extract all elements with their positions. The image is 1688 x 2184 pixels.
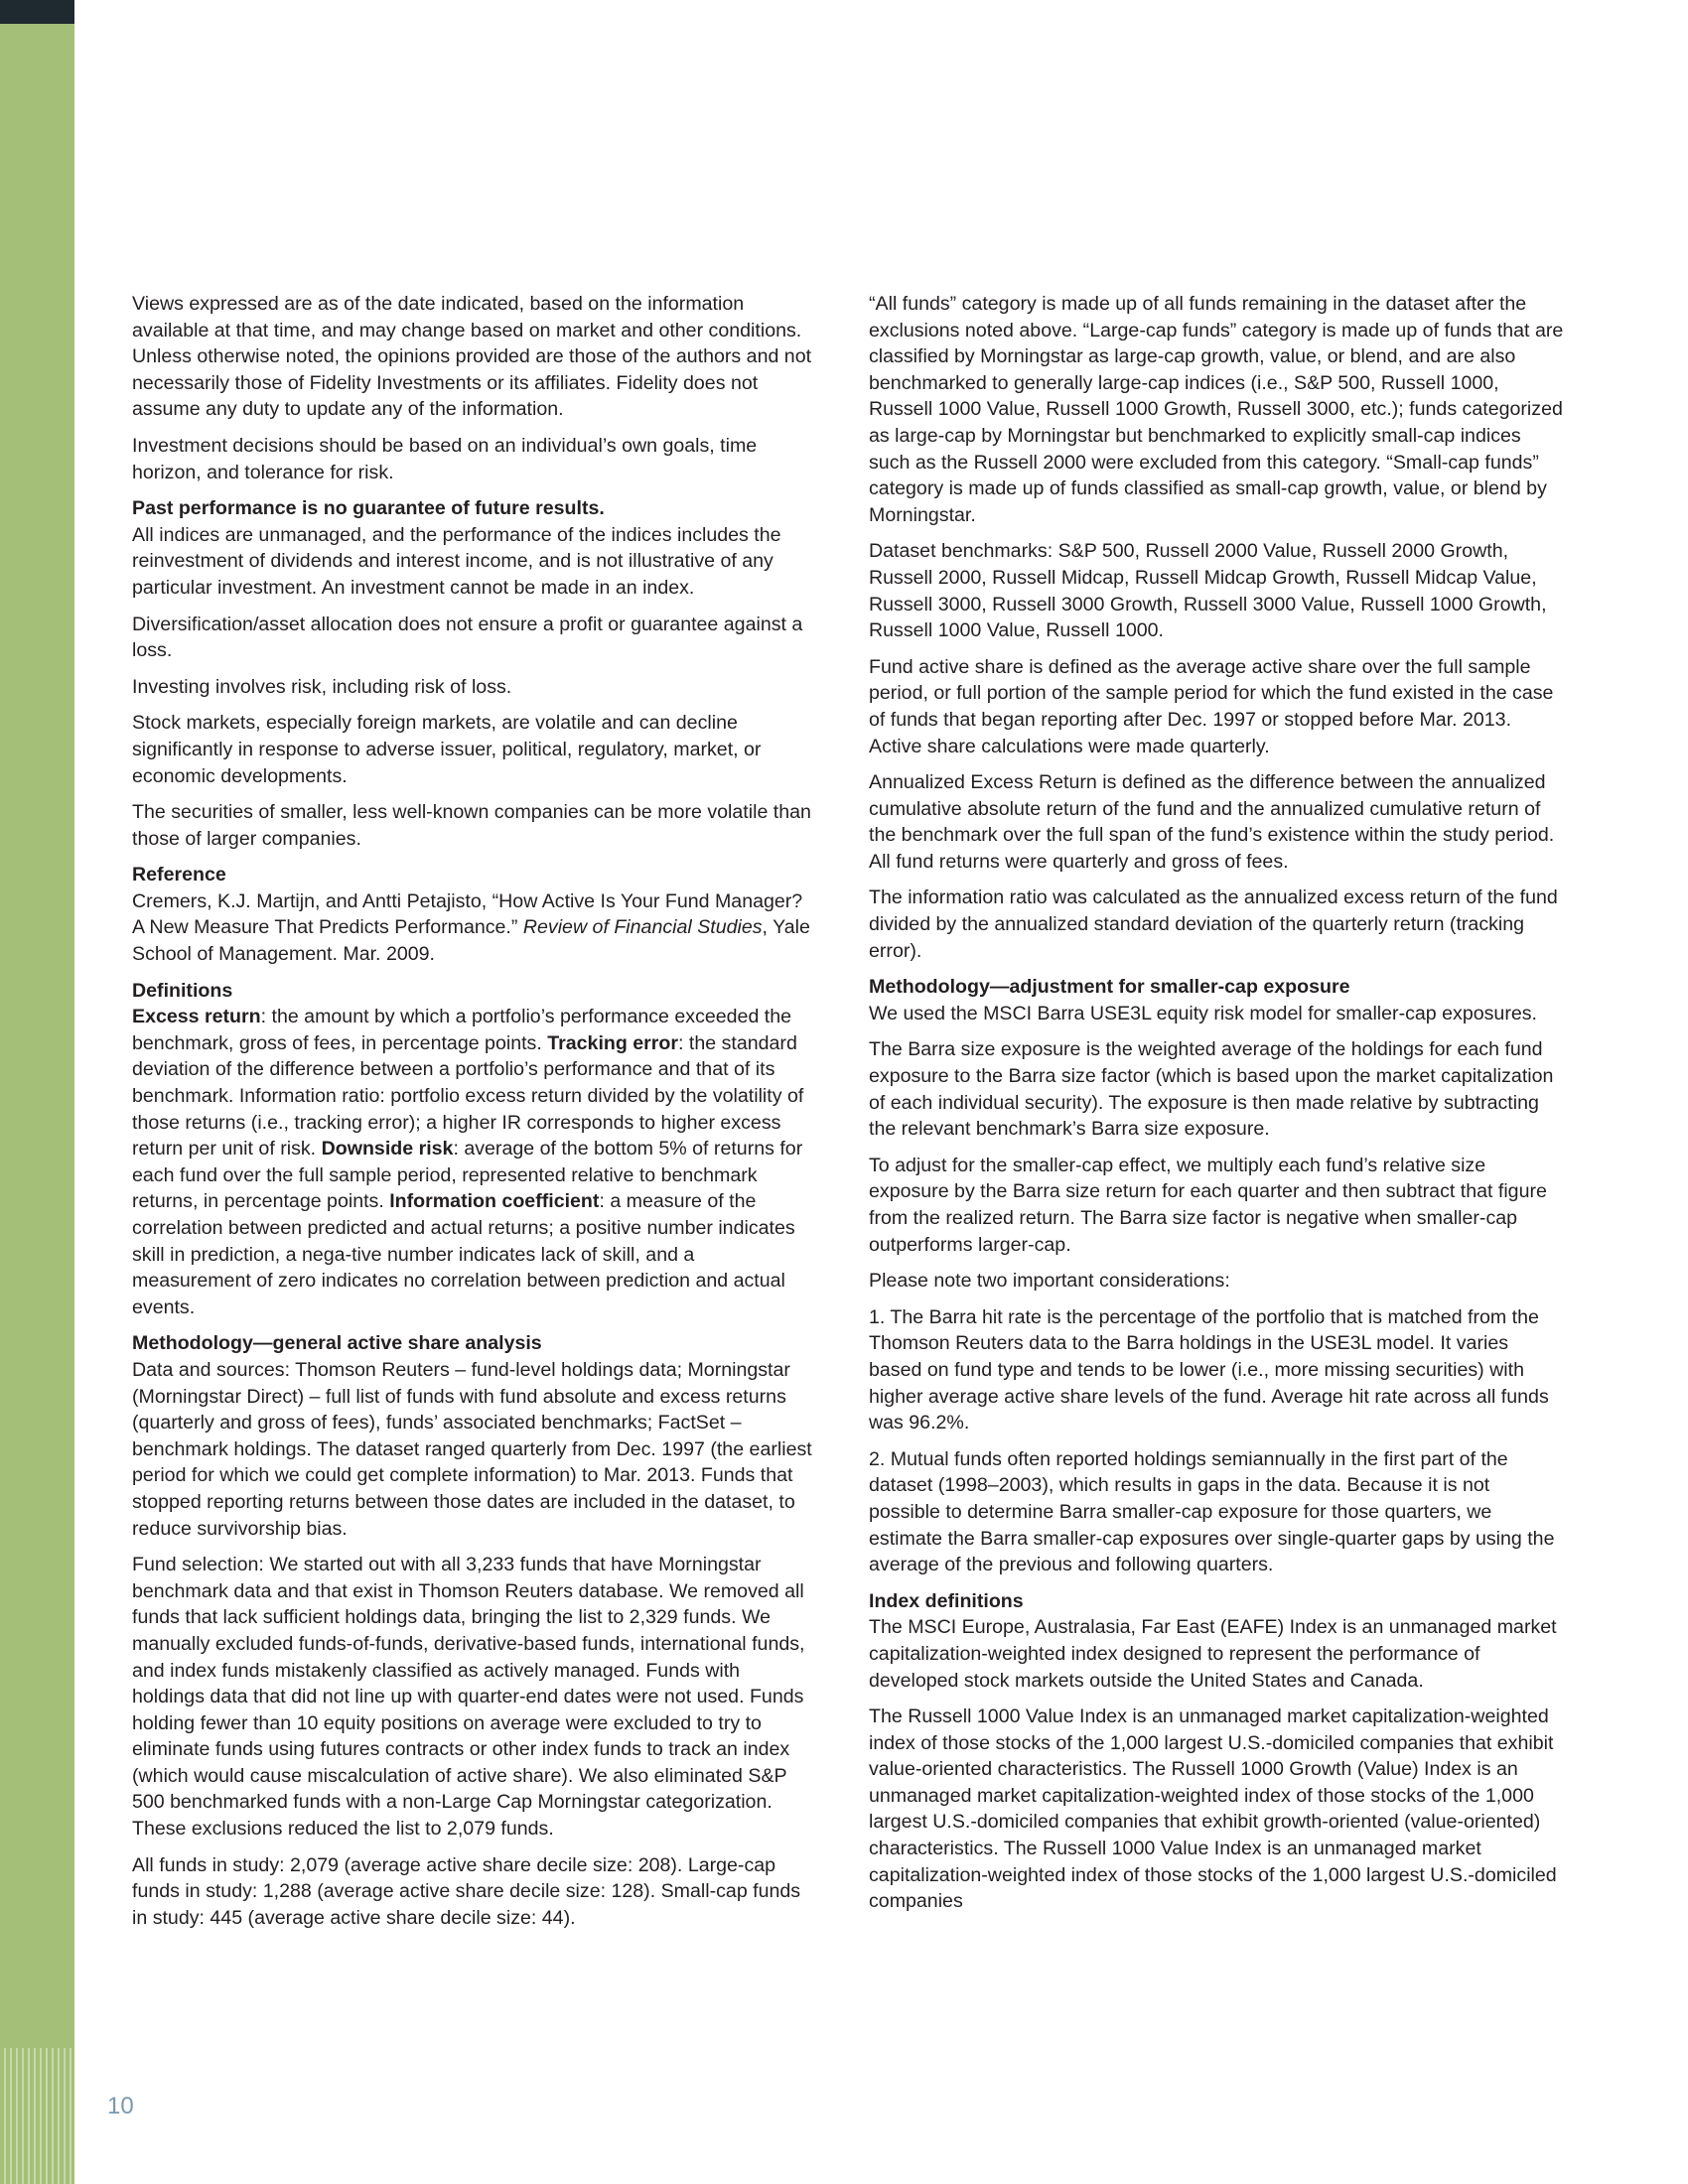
side-bar-stripes [0, 2048, 74, 2184]
def-downside-term: Downside risk [321, 1138, 454, 1160]
def-excess-text: : the amount by which a portfolio’s performance exceeded the benchmark, gross of fees, in percentage points. [132, 1006, 792, 1054]
def-ic-term: Information coefficient [389, 1190, 600, 1213]
definitions-text [132, 1004, 817, 1320]
side-bar [0, 0, 74, 2184]
left-column [132, 291, 817, 1941]
disclaimer-indices: All indices are unmanaged, and the performance of the indices includes the reinvestment of dividends and interest income, and is not illustrative of any particular investment. An investment cannot be made in an index. [132, 523, 781, 599]
smaller-cap-adjustment: To adjust for the smaller-cap effect, we multiply each fund’s relative size exposure by the Barra size return for each quarter and then subtract that figure from the realized return. The Barra size factor is negative when smaller-cap outperforms larger-cap. [869, 1154, 1547, 1256]
side-bar-top-block [0, 0, 74, 24]
disclaimer-diversification: Diversification/asset allocation does not ensure a profit or guarantee against a loss. [132, 613, 803, 662]
methodology-data-sources: Data and sources: Thomson Reuters – fund-level holdings data; Morningstar (Morningstar Direct) – full list of funds with fund absolute and excess returns (quarterly and gross of fees), funds’ associated benchmarks; FactSet – benchmark holdings. The dataset ranged quarterly from Dec. 1997 (the earliest period for which we could get complete information) to Mar. 2013. Funds that stopped reporting returns between those dates are included in the dataset, to reduce survivorship bias. [132, 1358, 812, 1540]
def-ic-text: : a measure of the correlation between predicted and actual returns; a positive number indicates skill in prediction, a nega-tive number indicates lack of skill, and a measurement of zero indicates no correlation between prediction and actual events. [132, 1190, 795, 1318]
reference-citation [132, 888, 817, 968]
right-column [869, 291, 1564, 1925]
adjustment-heading: Methodology—adjustment for smaller-cap exposure [869, 976, 1350, 999]
considerations-intro: Please note two important considerations: [869, 1270, 1230, 1293]
index-eafe: The MSCI Europe, Australasia, Far East (EAFE) Index is an unmanaged market capitalization-weighted index designed to represent the performance of developed stock markets outside the United States and Canada. [869, 1616, 1557, 1692]
annualized-excess-return-definition: Annualized Excess Return is defined as the difference between the annualized cumulative absolute return of the fund and the annualized cumulative return of the benchmark over the full span of the fund’s existence within the study period. All fund returns were quarterly and gross of fees. [869, 771, 1555, 873]
consideration-semiannual: 2. Mutual funds often reported holdings semiannually in the first part of the dataset (1998–2003), which results in gaps in the data. Because it is not possible to determine Barra smaller-cap exposure for those quarters, we estimate the Barra smaller-cap exposures over single-quarter gaps by using the average of the previous and following quarters. [869, 1447, 1555, 1576]
reference-text-a: Cremers, K.J. Martijn, and Antti Petajisto, “How Active Is Your Fund Manager? A New Measure That Predicts Performance.” [132, 889, 803, 939]
disclaimer-smaller-companies: The securities of smaller, less well-known companies can be more volatile than those of larger companies. [132, 801, 811, 850]
def-tracking-term: Tracking error [547, 1031, 679, 1054]
fund-categories: “All funds” category is made up of all funds remaining in the dataset after the exclusions noted above. “Large-cap funds” category is made up of funds that are classified by Morningstar as large-cap growth, value, or blend, and are also benchmarked to generally large-cap indices (i.e., S&P 500, Russell 1000, Russell 1000 Value, Russell 1000 Growth, Russell 3000, etc.); funds categorized as large-cap by Morningstar but benchmarked to explicitly small-cap indices such as the Russell 2000 were excluded from this category. “Small-cap funds” category is made up of funds classified as small-cap growth, value, or blend by Morningstar. [869, 293, 1564, 526]
dataset-benchmarks: Dataset benchmarks: S&P 500, Russell 2000 Value, Russell 2000 Growth, Russell 2000, Russell Midcap, Russell Midcap Growth, Russell Midcap Value, Russell 3000, Russell 3000 Growth, Russell 3000 Value, Russell 1000 Growth, Russell 1000 Value, Russell 1000. [869, 540, 1547, 642]
reference-text-b: , Yale School of Management. Mar. 2009. [132, 916, 810, 966]
methodology-heading: Methodology—general active share analysis [132, 1332, 542, 1355]
def-excess-term: Excess return [132, 1006, 261, 1028]
fund-active-share-definition: Fund active share is defined as the average active share over the full sample period, or full portion of the sample period for which the fund existed in the case of funds that began reporting after Dec. 1997 or stopped before Mar. 2013. Active share calculations were made quarterly. [869, 655, 1554, 757]
information-ratio-definition: The information ratio was calculated as the annualized excess return of the fund divided by the annualized standard deviation of the quarterly return (tracking error). [869, 887, 1558, 962]
page-number: 10 [107, 2093, 134, 2119]
reference-journal: Review of Financial Studies [522, 916, 763, 939]
consideration-hit-rate: 1. The Barra hit rate is the percentage of the portfolio that is matched from the Thomson Reuters data to the Barra holdings in the USE3L model. It varies based on fund type and tends to be lower (i.e., more missing securities) with higher average active share levels of the fund. Average hit rate across all funds was 96.2%. [869, 1305, 1549, 1434]
past-performance-heading: Past performance is no guarantee of future results. [132, 497, 605, 520]
barra-size-exposure: The Barra size exposure is the weighted average of the holdings for each fund exposure to the Barra size factor (which is based upon the market capitalization of each individual security). The exposure is then made relative by subtracting the relevant benchmark’s Barra size exposure. [869, 1038, 1554, 1141]
barra-model: We used the MSCI Barra USE3L equity risk model for smaller-cap exposures. [869, 1002, 1537, 1024]
methodology-fund-selection: Fund selection: We started out with all 3,233 funds that have Morningstar benchmark data and that exist in Thomson Reuters database. We removed all funds that lack sufficient holdings data, bringing the list to 2,329 funds. We manually excluded funds-of-funds, derivative-based funds, international funds, and index funds mistakenly classified as actively managed. Funds with holdings data that did not line up with quarter-end dates were not used. Funds holding fewer than 10 equity positions on average were excluded to try to eliminate funds using futures contracts or other index funds to track an index (which would cause miscalculation of active share). We also eliminated S&P 500 benchmarked funds with a non-Large Cap Morningstar categorization. These exclusions reduced the list to 2,079 funds. [132, 1554, 805, 1841]
disclaimer-stock-markets: Stock markets, especially foreign markets, are volatile and can decline significantly in response to adverse issuer, political, regulatory, market, or economic developments. [132, 712, 762, 787]
def-tracking-text: : the standard deviation of the difference between a portfolio’s performance and that of its benchmark. Information ratio: portfolio excess return divided by the volatility of those returns (i.e., tracking error); a higher IR corresponds to higher excess return per unit of risk. [132, 1031, 804, 1160]
disclaimer-investing-risk: Investing involves risk, including risk of loss. [132, 675, 512, 698]
reference-heading: Reference [132, 864, 226, 887]
def-downside-text: : average of the bottom 5% of returns for each fund over the full sample period, represented relative to benchmark returns, in percentage points. [132, 1138, 803, 1213]
definitions-heading: Definitions [132, 979, 233, 1002]
methodology-funds-in-study: All funds in study: 2,079 (average active share decile size: 208). Large-cap funds in study: 1,288 (average active share decile size: 128). Small-cap funds in study: 445 (average active share decile size: 44). [132, 1853, 801, 1929]
index-russell: The Russell 1000 Value Index is an unmanaged market capitalization-weighted index of those stocks of the 1,000 largest U.S.-domiciled companies that exhibit value-oriented characteristics. The Russell 1000 Growth (Value) Index is an unmanaged market capitalization-weighted index of those stocks of the 1,000 largest U.S.-domiciled companies that exhibit growth-oriented (value-oriented) characteristics. The Russell 1000 Value Index is an unmanaged market capitalization-weighted index of those stocks of the 1,000 largest U.S.-domiciled companies [869, 1706, 1557, 1913]
disclaimer-investment-decisions: Investment decisions should be based on an individual’s own goals, time horizon, and tolerance for risk. [132, 434, 758, 483]
disclaimer-views: Views expressed are as of the date indicated, based on the information available at that time, and may change based on market and other conditions. Unless otherwise noted, the opinions provided are those of the authors and not necessarily those of Fidelity Investments or its affiliates. Fidelity does not assume any duty to update any of the information. [132, 293, 812, 421]
index-definitions-heading: Index definitions [869, 1589, 1024, 1612]
